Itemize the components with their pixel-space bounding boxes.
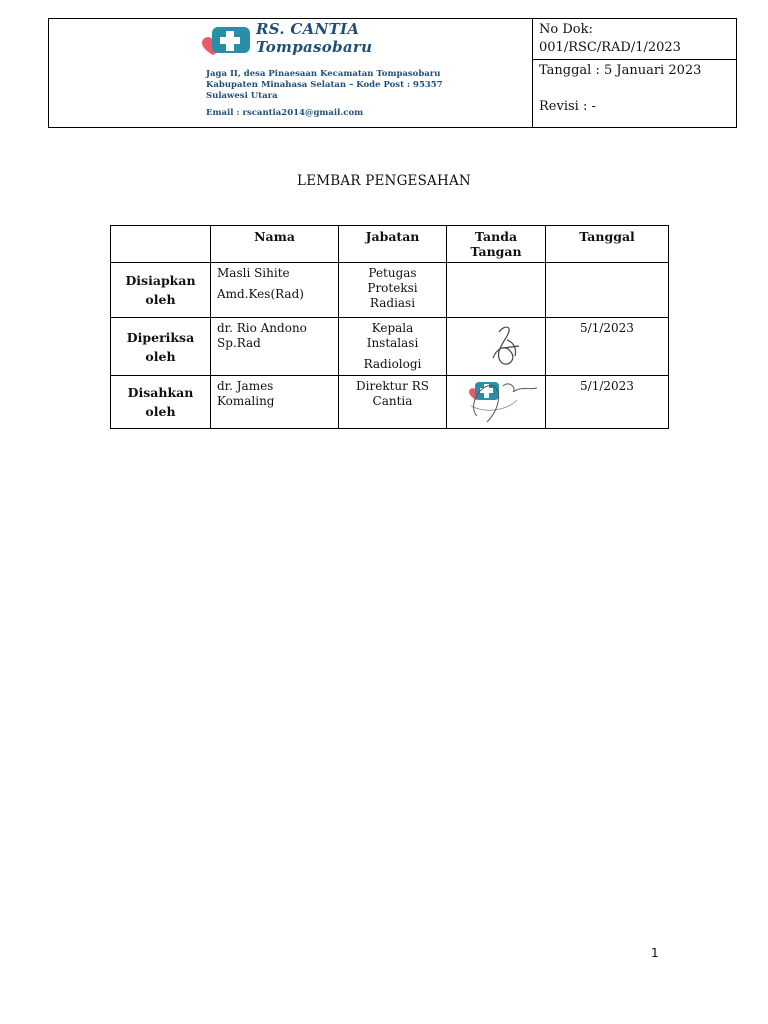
- header-tanda-tangan: Tanda Tangan: [447, 226, 546, 263]
- org-name: RS. CANTIA: [256, 20, 360, 38]
- document-header: [48, 18, 737, 128]
- jabatan-line-2: Radiologi: [363, 357, 422, 371]
- no-dok-value: 001/RSC/RAD/1/2023: [539, 40, 681, 55]
- page-number: 1: [651, 946, 659, 960]
- row-tanggal: [546, 263, 669, 318]
- row-role: Disiapkan oleh: [111, 263, 211, 318]
- row-jabatan: Petugas Proteksi Radiasi: [339, 263, 447, 318]
- org-name-block: [256, 20, 372, 56]
- table-row: [111, 318, 669, 376]
- jabatan-line-1: Kepala Instalasi: [366, 321, 419, 350]
- table-row: [111, 263, 669, 318]
- date-revision-cell: [533, 60, 737, 128]
- row-signature-empty: [447, 263, 546, 318]
- approval-table: [110, 225, 669, 429]
- hospital-cross-logo-icon: [200, 25, 252, 57]
- table-header-row: [111, 226, 669, 263]
- row-tanggal: 5/1/2023: [546, 376, 669, 429]
- row-jabatan: Direktur RS Cantia: [339, 376, 447, 429]
- row-nama: dr. James Komaling: [211, 376, 339, 429]
- org-email: Email : rscantia2014@gmail.com: [206, 108, 364, 118]
- no-dok-label: No Dok:: [539, 22, 593, 37]
- hospital-stamp-signature-icon: [447, 376, 557, 430]
- row-role: Disahkan oleh: [111, 376, 211, 429]
- table-row: [111, 376, 669, 429]
- row-jabatan: [339, 318, 447, 376]
- nama-line-2: Amd.Kes(Rad): [217, 287, 304, 301]
- org-address: [206, 69, 496, 102]
- header-blank: [111, 226, 211, 263]
- address-line-2: Kabupaten Minahasa Selatan – Kode Post : 95357: [206, 80, 443, 90]
- header-jabatan: Jabatan: [339, 226, 447, 263]
- document-date: Tanggal : 5 Januari 2023: [539, 63, 702, 78]
- document-number-cell: [533, 19, 737, 60]
- address-line-3: Sulawesi Utara: [206, 91, 278, 101]
- row-signature-stamp: [447, 376, 546, 429]
- row-nama: dr. Rio Andono Sp.Rad: [211, 318, 339, 376]
- org-city: Tompasobaru: [256, 38, 373, 56]
- document-revision: Revisi : -: [539, 99, 596, 114]
- address-line-1: Jaga II, desa Pinaesaan Kecamatan Tompasobaru: [206, 69, 441, 79]
- hospital-letterhead: [49, 19, 533, 128]
- header-tanggal: Tanggal: [546, 226, 669, 263]
- handwritten-signature-icon: [447, 318, 557, 372]
- row-signature: [447, 318, 546, 376]
- row-nama: [211, 263, 339, 318]
- page-title: LEMBAR PENGESAHAN: [297, 173, 471, 189]
- row-tanggal: 5/1/2023: [546, 318, 669, 376]
- nama-line-1: Masli Sihite: [217, 266, 290, 280]
- row-role: Diperiksa oleh: [111, 318, 211, 376]
- header-nama: Nama: [211, 226, 339, 263]
